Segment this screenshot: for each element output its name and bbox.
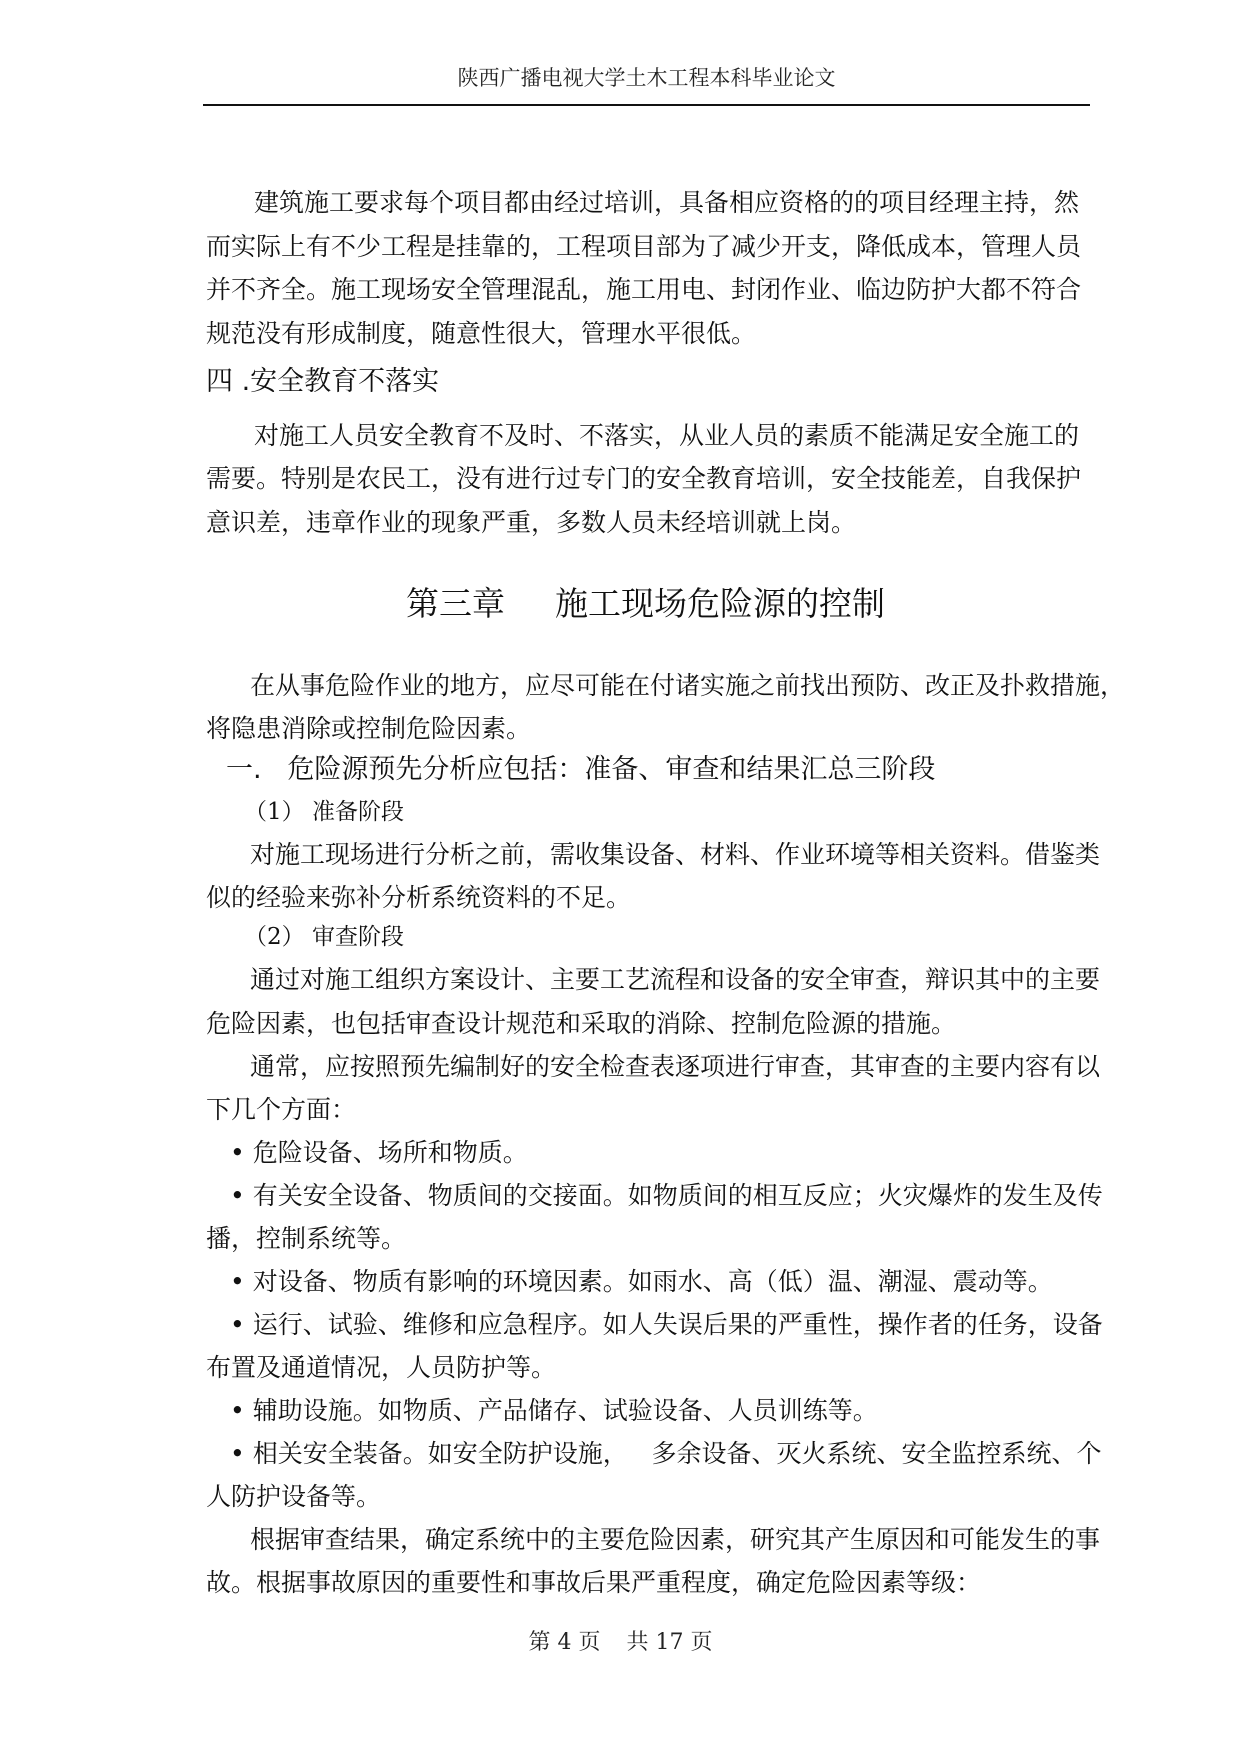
paragraph-line: 规范没有形成制度，随意性很大，管理水平很低。 xyxy=(206,319,757,348)
page-header: 陕西广播电视大学土木工程本科毕业论文 xyxy=(457,66,836,90)
bullet-item: • 辅助设施。如物质、产品储存、试验设备、人员训练等。 xyxy=(230,1396,878,1425)
bullet-item: • 对设备、物质有影响的环境因素。如雨水、高（低）温、潮湿、震动等。 xyxy=(230,1267,1053,1296)
paragraph-line: 似的经验来弥补分析系统资料的不足。 xyxy=(206,883,632,912)
bullet-continuation: 播，控制系统等。 xyxy=(206,1224,407,1253)
bullet-item: • 相关安全装备。如安全防护设施， 多余设备、灭火系统、安全监控系统、个 xyxy=(230,1439,1102,1468)
header-rule xyxy=(203,104,1090,106)
page-footer xyxy=(0,1628,1241,1658)
paragraph-line: 在从事危险作业的地方，应尽可能在付诸实施之前找出预防、改正及扑救措施， xyxy=(250,671,1126,700)
paragraph-line: 建筑施工要求每个项目都由经过培训，具备相应资格的的项目经理主持，然 xyxy=(254,188,1080,217)
paragraph-line: 危险因素，也包括审查设计规范和采取的消除、控制危险源的措施。 xyxy=(206,1009,957,1038)
paragraph-line: 将隐患消除或控制危险因素。 xyxy=(206,714,532,743)
bullet-continuation: 布置及通道情况，人员防护等。 xyxy=(206,1353,557,1382)
paragraph-line: 意识差，违章作业的现象严重，多数人员未经培训就上岗。 xyxy=(206,508,857,537)
subsection-number: （1） xyxy=(244,799,305,825)
subsection-number: （2） xyxy=(244,924,305,950)
paragraph-line: 通过对施工组织方案设计、主要工艺流程和设备的安全审查，辩识其中的主要 xyxy=(250,965,1101,994)
section-heading: 四 .安全教育不落实 xyxy=(206,366,440,397)
subsection-label: 审查阶段 xyxy=(312,924,404,950)
chapter-title: 施工现场危险源的控制 xyxy=(555,584,885,623)
page-total: 共 17 页 xyxy=(626,1630,713,1655)
paragraph-line: 并不齐全。施工现场安全管理混乱，施工用电、封闭作业、临边防护大都不符合 xyxy=(206,275,1082,304)
bullet-item: • 有关安全设备、物质间的交接面。如物质间的相互反应；火灾爆炸的发生及传 xyxy=(230,1181,1103,1210)
page-number: 第 4 页 xyxy=(528,1630,601,1655)
bullet-item: • 运行、试验、维修和应急程序。如人失误后果的严重性，操作者的任务，设备 xyxy=(230,1310,1103,1339)
paragraph-line: 根据审查结果，确定系统中的主要危险因素，研究其产生原因和可能发生的事 xyxy=(250,1525,1101,1554)
bullet-continuation: 人防护设备等。 xyxy=(206,1482,382,1511)
paragraph-line: 而实际上有不少工程是挂靠的，工程项目部为了减少开支，降低成本，管理人员 xyxy=(206,232,1082,261)
paragraph-line: 对施工现场进行分析之前，需收集设备、材料、作业环境等相关资料。借鉴类 xyxy=(250,840,1101,869)
section-heading: 一. 危险源预先分析应包括：准备、审查和结果汇总三阶段 xyxy=(226,754,936,785)
paragraph-line: 故。根据事故原因的重要性和事故后果严重程度，确定危险因素等级： xyxy=(206,1568,982,1597)
chapter-number: 第三章 xyxy=(406,584,505,623)
bullet-item: • 危险设备、场所和物质。 xyxy=(230,1138,528,1167)
paragraph-line: 通常，应按照预先编制好的安全检查表逐项进行审查，其审查的主要内容有以 xyxy=(250,1052,1101,1081)
paragraph-line: 需要。特别是农民工，没有进行过专门的安全教育培训，安全技能差，自我保护 xyxy=(206,464,1082,493)
paragraph-line: 下几个方面： xyxy=(206,1095,357,1124)
paragraph-line: 对施工人员安全教育不及时、不落实，从业人员的素质不能满足安全施工的 xyxy=(254,421,1080,450)
subsection-label: 准备阶段 xyxy=(312,799,404,825)
